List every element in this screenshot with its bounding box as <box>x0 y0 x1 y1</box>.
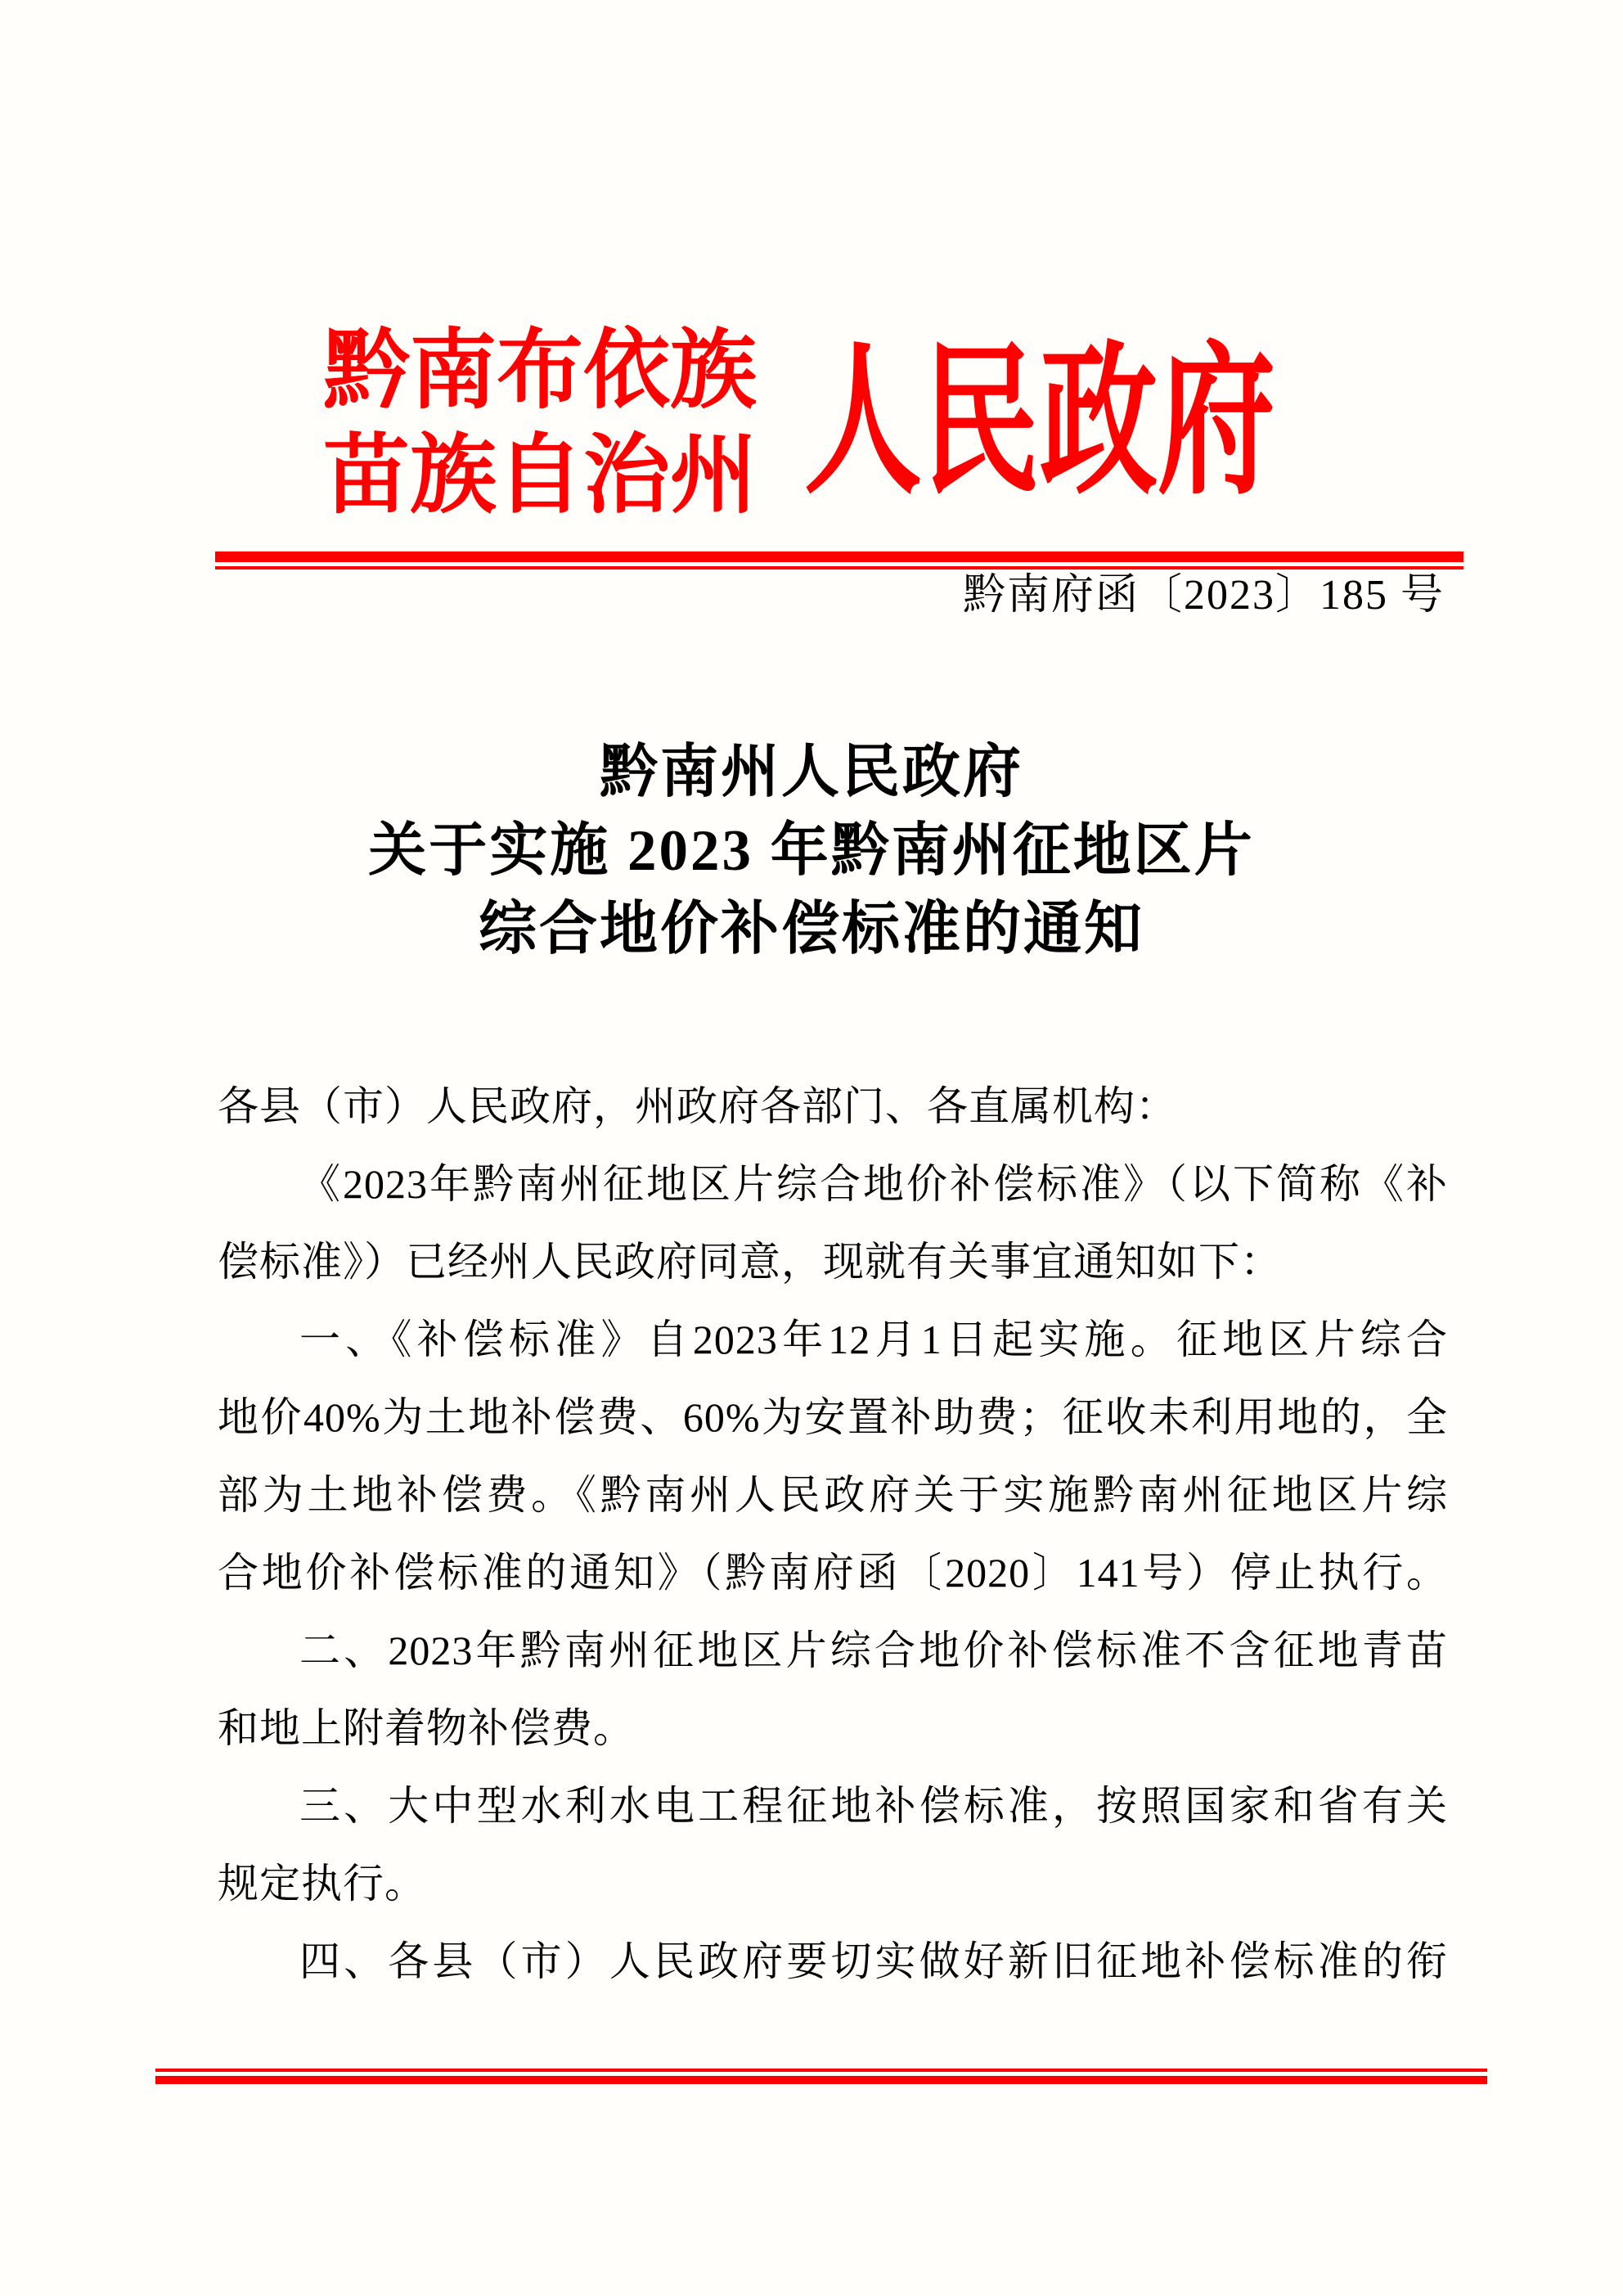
org-name-line1: 黔南布依族 <box>323 323 757 419</box>
body-line: 《2023年黔南州征地区片综合地价补偿标准》（以下简称《补 <box>299 1161 1448 1207</box>
document-number: 黔南府函〔2023〕185 号 <box>962 572 1445 619</box>
title-line-1: 黔南州人民政府 <box>599 741 1023 804</box>
header-double-rule <box>215 551 1463 569</box>
title-line-3: 综合地价补偿标准的通知 <box>478 898 1144 961</box>
footer-double-rule <box>155 2069 1487 2084</box>
body-line: 三、大中型水利水电工程征地补偿标准，按照国家和省有关 <box>299 1783 1448 1829</box>
body-line: 规定执行。 <box>218 1861 426 1907</box>
body-line: 部为土地补偿费。《黔南州人民政府关于实施黔南州征地区片综 <box>218 1472 1448 1518</box>
document-title <box>0 733 1623 969</box>
body-line: 四、各县（市）人民政府要切实做好新旧征地补偿标准的衔 <box>299 1938 1448 1984</box>
org-name-suffix: 人民政府 <box>804 333 1276 514</box>
body-line: 地价40%为土地补偿费、60%为安置补助费；征收未利用地的，全 <box>218 1394 1448 1440</box>
document-body <box>218 1068 1448 2001</box>
body-line: 一、《补偿标准》自2023年12月1日起实施。征地区片综合 <box>299 1317 1448 1362</box>
body-line: 偿标准》）已经州人民政府同意，现就有关事宜通知如下： <box>218 1239 1282 1285</box>
letterhead <box>323 319 1459 529</box>
body-line: 二、2023年黔南州征地区片综合地价补偿标准不含征地青苗 <box>299 1627 1448 1673</box>
org-name-lines <box>323 319 757 529</box>
org-name-line2: 苗族自治州 <box>323 428 757 524</box>
body-line: 各县（市）人民政府，州政府各部门、各直属机构： <box>218 1083 1177 1129</box>
body-line: 和地上附着物补偿费。 <box>218 1705 635 1751</box>
body-line: 合地价补偿标准的通知》（黔南府函〔2020〕141号）停止执行。 <box>218 1550 1448 1596</box>
title-line-2: 关于实施 2023 年黔南州征地区片 <box>368 819 1255 883</box>
